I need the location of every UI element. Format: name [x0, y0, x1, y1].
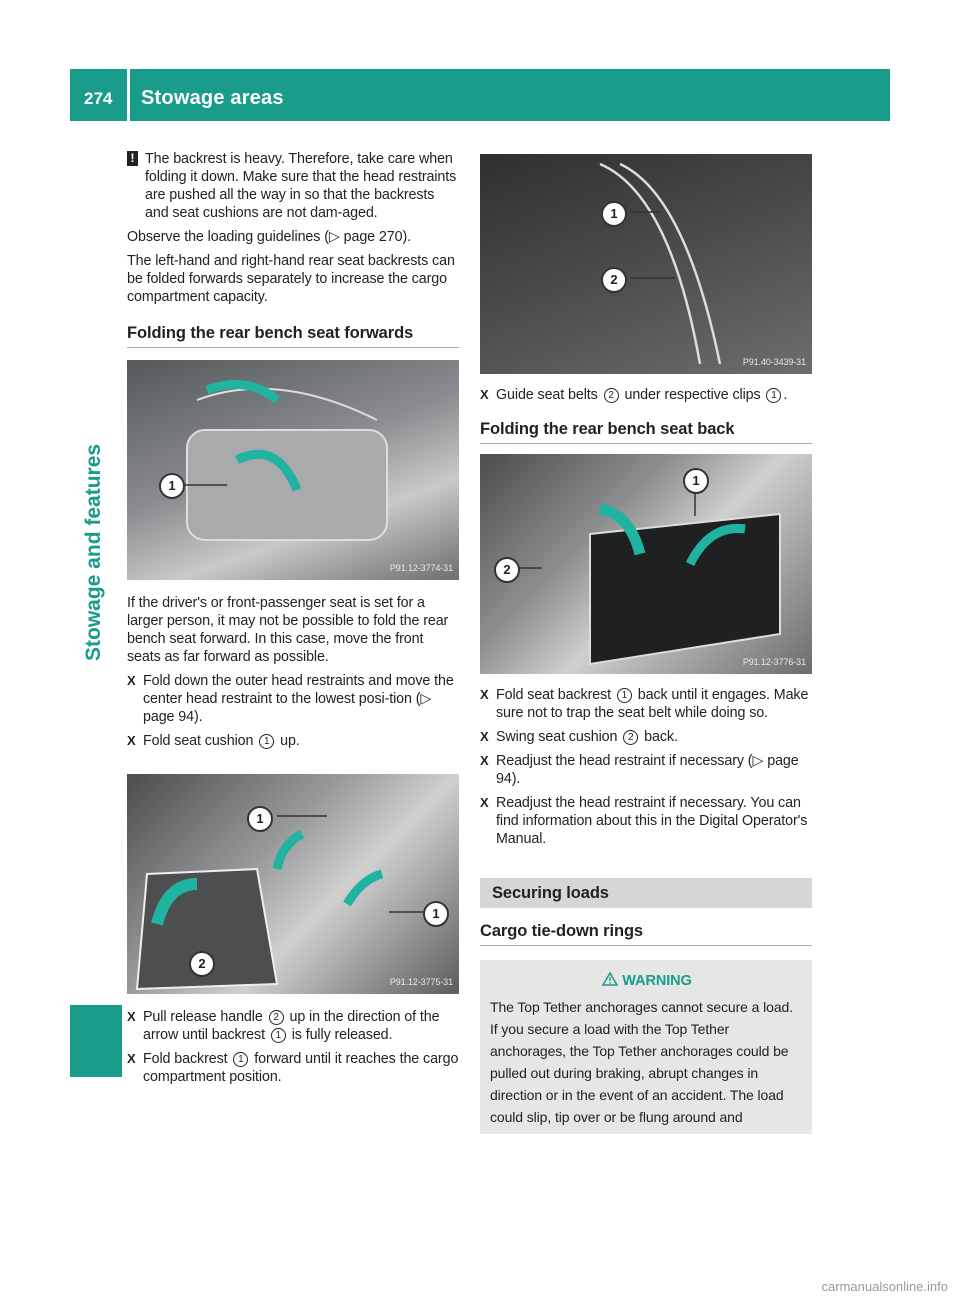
observe-text: Observe the loading guidelines (▷ page 270). [127, 229, 411, 245]
step-arrow-icon: X [480, 387, 489, 402]
callout-1: 1 [247, 806, 273, 832]
caution-note [127, 150, 459, 222]
figure-seat-belts [480, 154, 812, 374]
step-item [127, 732, 459, 750]
step-item [480, 728, 812, 746]
figure-seat-fold [127, 360, 459, 580]
warning-box [480, 960, 812, 1134]
figure-code: P91.12-3775-31 [389, 977, 453, 987]
sidebar-tab [70, 1005, 122, 1077]
step-text: back until it engages. Make sure not to trap the seat belt while doing so. [496, 687, 809, 721]
caution-text: The backrest is heavy. Therefore, take care when folding it down. Make sure that the head restraints are pushed all the way in so that the backrests and seat cushions are not dam-aged. [145, 151, 457, 221]
step-text: is fully released. [291, 1027, 393, 1043]
step-text: Pull release handle [143, 1009, 263, 1025]
callout-1: 1 [601, 201, 627, 227]
caution-icon: ! [127, 151, 138, 166]
step-text: Fold seat backrest [496, 687, 612, 703]
step-text: under respective clips [624, 387, 761, 403]
step-text: up. [280, 733, 300, 749]
sidebar [70, 121, 122, 681]
step-text: Guide seat belts [496, 387, 598, 403]
marker-1: 1 [766, 388, 781, 403]
warning-title [490, 970, 804, 992]
intro-text: If the driver's or front-passenger seat is set for a larger person, it may not be possible to fold the rear bench seat forward. In this case, move the front seats as far forward as possible. [127, 595, 449, 665]
marker-1: 1 [259, 734, 274, 749]
callout-1: 1 [683, 468, 709, 494]
marker-1: 1 [617, 688, 632, 703]
step-text: up in the direction of the arrow until backrest [143, 1009, 440, 1043]
left-column [127, 150, 459, 1092]
figure-code: P91.40-3439-31 [742, 357, 806, 367]
footer-watermark: carmanualsonline.info [821, 1279, 948, 1294]
cargo-floor-shape [590, 514, 780, 664]
step-arrow-icon: X [480, 753, 489, 768]
heading-tie-down: Cargo tie-down rings [480, 922, 812, 946]
marker-2: 2 [269, 1010, 284, 1025]
step-item [480, 686, 812, 722]
marker-2: 2 [623, 730, 638, 745]
figure-code: P91.12-3776-31 [742, 657, 806, 667]
warning-label: WARNING [622, 973, 692, 989]
step-text: forward until it reaches the cargo compartment position. [143, 1051, 459, 1085]
marker-2: 2 [604, 388, 619, 403]
step-item [127, 1008, 459, 1044]
page-number: 274 [84, 89, 113, 108]
callout-1: 1 [423, 901, 449, 927]
step-text: back. [644, 729, 678, 745]
marker-1: 1 [271, 1028, 286, 1043]
warning-triangle-icon [602, 972, 618, 986]
step-arrow-icon: X [127, 1009, 136, 1024]
fold-info-text: The left-hand and right-hand rear seat backrests can be folded forwards separately to increase the cargo compartment capacity. [127, 253, 455, 305]
step-arrow-icon: X [127, 673, 136, 688]
arrow-icon [207, 384, 277, 400]
step-text: Swing seat cushion [496, 729, 618, 745]
step-item: X Guide seat belts 2 under respective clips 1 . [480, 387, 788, 403]
seat-outline [600, 164, 700, 364]
belt-illustration [480, 154, 810, 374]
heading-fold-forward: Folding the rear bench seat forwards [127, 324, 459, 348]
callout-1: 1 [159, 473, 185, 499]
arrow-icon [277, 834, 302, 869]
step-arrow-icon: X [480, 795, 489, 810]
seat-outline [197, 389, 377, 420]
callout-2: 2 [494, 557, 520, 583]
heading-fold-back: Folding the rear bench seat back [480, 420, 812, 444]
section-securing-loads: Securing loads [480, 878, 812, 908]
step-text: Readjust the head restraint if necessary. You can find information about this in the Digital Operator's Manual. [496, 795, 808, 847]
step-arrow-icon: X [480, 729, 489, 744]
header-divider [127, 69, 130, 121]
callout-2: 2 [189, 951, 215, 977]
step-item [127, 672, 459, 726]
section-title: Stowage areas [141, 87, 284, 109]
marker-1: 1 [233, 1052, 248, 1067]
warning-text: The Top Tether anchorages cannot secure a load. If you secure a load with the Top Tether anchorages, the Top Tether anchorages could be pulled out during braking, abrupt changes in direction or in the event of an accident. The load could slip, tip over or be flung around and [490, 999, 793, 1125]
arrow-icon [347, 874, 382, 904]
step-item [480, 794, 812, 848]
step-arrow-icon: X [127, 1051, 136, 1066]
callout-2: 2 [601, 267, 627, 293]
step-arrow-icon: X [127, 733, 136, 748]
step-text: Readjust the head restraint if necessary (▷ page 94). [496, 753, 799, 787]
step-arrow-icon: X [480, 687, 489, 702]
seat-outline [620, 164, 720, 364]
step-text: Fold backrest [143, 1051, 228, 1067]
sidebar-label: Stowage and features [82, 443, 105, 661]
step-item [127, 1050, 459, 1086]
right-column [480, 154, 812, 1134]
figure-seat-back [480, 454, 812, 674]
step-item [480, 752, 812, 788]
seat-illustration [127, 360, 459, 580]
step-text: Fold seat cushion [143, 733, 254, 749]
figure-code: P91.12-3774-31 [389, 563, 453, 573]
figure-release-handle [127, 774, 459, 994]
release-illustration [127, 774, 459, 994]
seatback-illustration [480, 454, 810, 674]
page-header [70, 69, 890, 121]
step-text: Fold down the outer head restraints and move the center head restraint to the lowest posi-tion (▷ page 94). [143, 673, 454, 725]
